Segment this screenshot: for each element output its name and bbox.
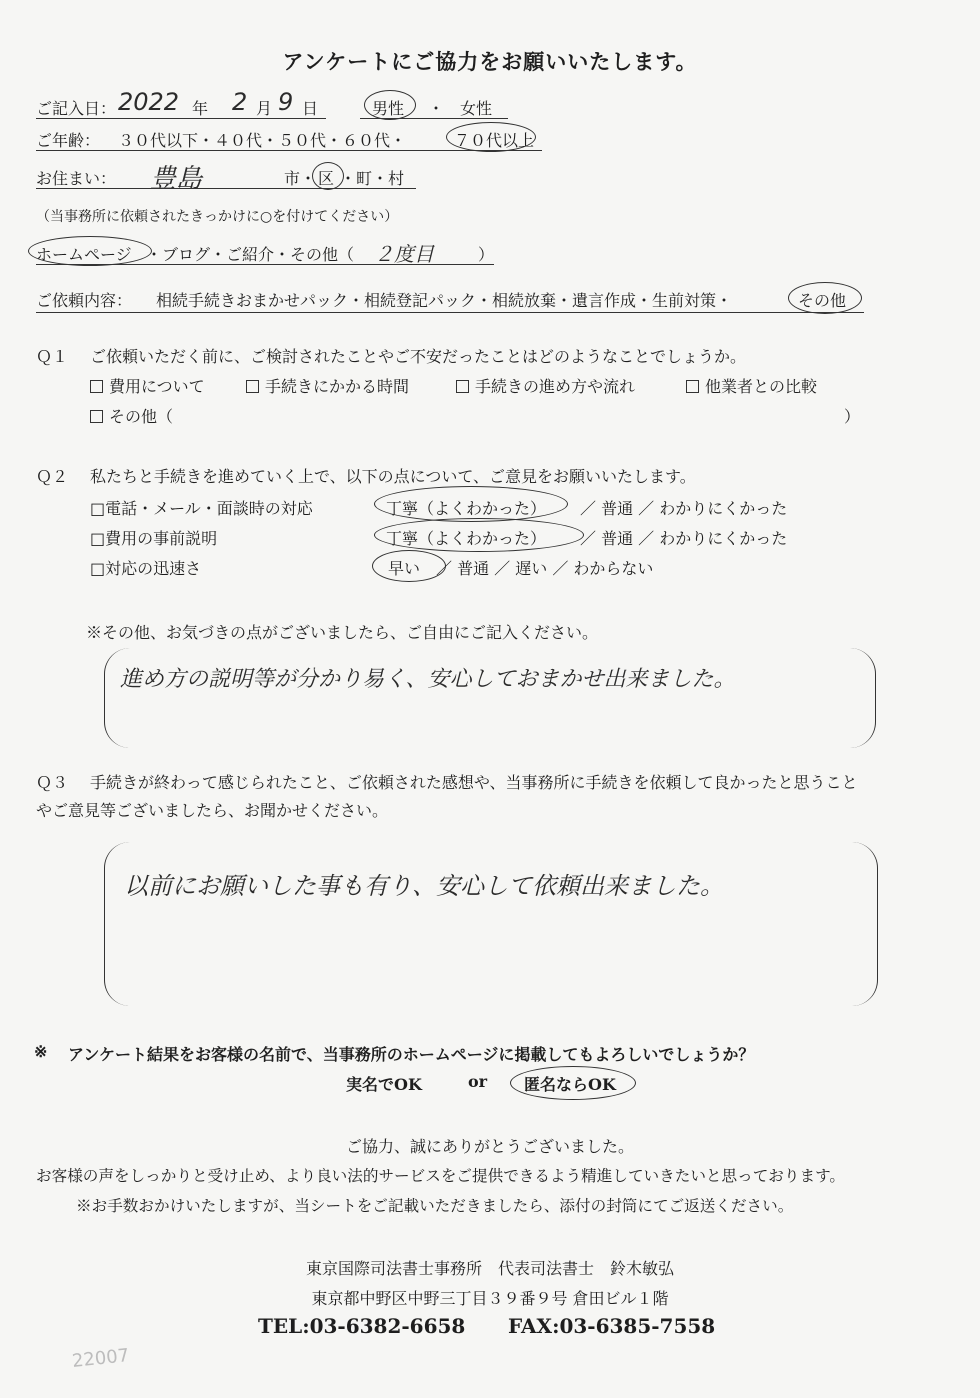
gender-female: 女性 <box>460 99 493 118</box>
day-unit: 日 <box>302 99 319 118</box>
month-unit: 月 <box>256 99 273 118</box>
publish-anonymous: 匿名ならOK <box>524 1075 616 1094</box>
address-ward: 区 <box>318 169 335 188</box>
date-underline <box>36 118 326 119</box>
q2-row2-circle <box>374 518 584 552</box>
q2-row3-circle <box>372 550 446 582</box>
q2-row1-rest: ／ 普通 ／ わかりにくかった <box>580 499 788 518</box>
age-options: ３０代以下・４０代・５０代・６０代・ <box>118 131 407 150</box>
q2-row2-label: □費用の事前説明 <box>90 529 218 548</box>
publish-question: アンケート結果をお客様の名前で、当事務所のホームページに掲載してもよろしいでしょうか？ <box>68 1045 755 1064</box>
q2-text: 私たちと手続きを進めていく上で、以下の点について、ご意見をお願いいたします。 <box>90 467 696 486</box>
publish-real-name: 実名でOK <box>346 1075 422 1094</box>
q2-row2-rest: ／ 普通 ／ わかりにくかった <box>580 529 788 548</box>
q3-text-line1: 手続きが終わって感じられたこと、ご依頼された感想や、当事務所に手続きを依頼して良かったと思うこと <box>90 773 858 792</box>
checkbox-icon <box>90 380 103 393</box>
closing-line2: お客様の声をしっかりと受け止め、より良い法的サービスをご提供できるよう精進していきたいと思っております。 <box>36 1167 846 1185</box>
office-address: 東京都中野区中野三丁目３９番９号 倉田ビル１階 <box>311 1289 669 1308</box>
office-tel: TEL:03-6382-6658 <box>258 1314 466 1338</box>
date-day: 9 <box>278 88 294 116</box>
q2-other-note: ※その他、お気づきの点がございましたら、ご自由にご記入ください。 <box>86 623 599 642</box>
homepage-circle <box>28 236 152 266</box>
q1-number: Ｑ１ <box>36 347 69 366</box>
referral-close: ） <box>478 245 495 264</box>
q1-option-other: その他（ <box>90 404 173 427</box>
address-label: お住まい： <box>36 169 117 188</box>
referral-underline <box>36 264 494 265</box>
request-underline <box>36 312 864 313</box>
referral-others: ・ブログ・ご紹介・その他（ <box>146 245 355 264</box>
year-unit: 年 <box>192 99 209 118</box>
q1-option-cost: 費用について <box>90 374 205 397</box>
request-label: ご依頼内容： <box>36 291 133 310</box>
publish-mark: ※ <box>34 1042 48 1061</box>
checkbox-icon <box>246 380 259 393</box>
q2-row1-selected: 丁寧（よくわかった） <box>386 499 547 518</box>
gender-sep: ・ <box>428 99 445 118</box>
q3-handwritten-comment: 以前にお願いした事も有り、安心して依頼出来ました。 <box>124 872 724 900</box>
address-city: 市・ <box>284 169 317 188</box>
q1-option-time: 手続きにかかる時間 <box>246 374 409 397</box>
q2-row1-circle <box>374 486 568 522</box>
q2-row1-label: □電話・メール・面談時の対応 <box>90 499 313 518</box>
referral-homepage: ホームページ <box>36 245 132 264</box>
referral-handwritten: ２度目 <box>374 242 434 266</box>
q2-row3-label: □対応の迅速さ <box>90 559 202 578</box>
request-selected: その他 <box>798 291 847 310</box>
address-underline <box>36 188 416 189</box>
gender-male: 男性 <box>372 99 405 118</box>
q2-number: Ｑ２ <box>36 467 69 486</box>
publish-or: or <box>468 1072 488 1091</box>
q3-number: Ｑ３ <box>36 773 69 792</box>
date-year: 2022 <box>118 88 180 116</box>
stamp-number: 22007 <box>71 1345 131 1372</box>
office-fax: FAX:03-6385-7558 <box>508 1314 716 1338</box>
anonymous-circle <box>510 1066 636 1100</box>
q2-row3-selected: 早い <box>388 559 421 578</box>
q1-text: ご依頼いただく前に、ご検討されたことやご不安だったことはどのようなことでしょうか。 <box>90 347 747 366</box>
q2-handwritten-comment: 進め方の説明等が分かり易く、安心しておまかせ出来ました。 <box>120 667 736 692</box>
request-circle <box>788 282 862 314</box>
age-circle <box>446 122 536 152</box>
q3-text-line2: やご意見等ございましたら、お聞かせください。 <box>36 801 389 820</box>
q1-option-process: 手続きの進め方や流れ <box>456 374 635 397</box>
gender-male-circle <box>364 90 416 120</box>
request-options: 相続手続きおまかせパック・相続登記パック・相続放棄・遺言作成・生前対策・ <box>156 291 733 310</box>
gender-underline <box>360 118 508 119</box>
q2-row2-selected: 丁寧（よくわかった） <box>386 529 547 548</box>
age-label: ご年齢： <box>36 131 101 150</box>
checkbox-icon <box>456 380 469 393</box>
checkbox-icon <box>90 410 103 423</box>
referral-note: （当事務所に依頼されたきっかけに○を付けてください） <box>36 209 399 225</box>
address-rest: ・町・村 <box>340 169 405 188</box>
closing-thanks: ご協力、誠にありがとうございました。 <box>345 1137 634 1156</box>
date-month: 2 <box>232 88 248 116</box>
age-underline <box>36 150 542 151</box>
q1-option-other-close: ） <box>844 407 861 426</box>
closing-line3: ※お手数おかけいたしますが、当シートをご記載いただきましたら、添付の封筒にてご返送ください。 <box>76 1197 794 1215</box>
address-handwritten: 豊島 <box>150 164 203 194</box>
age-selected: ７０代以上 <box>454 131 535 150</box>
checkbox-icon <box>686 380 699 393</box>
q1-option-compare: 他業者との比較 <box>686 374 817 397</box>
page-title: アンケートにご協力をお願いいたします。 <box>282 49 698 74</box>
q2-row3-rest: ／ 普通 ／ 遅い ／ わからない <box>436 559 654 578</box>
office-name-line: 東京国際司法書士事務所 代表司法書士 鈴木敏弘 <box>305 1259 674 1278</box>
date-label: ご記入日： <box>36 99 117 118</box>
